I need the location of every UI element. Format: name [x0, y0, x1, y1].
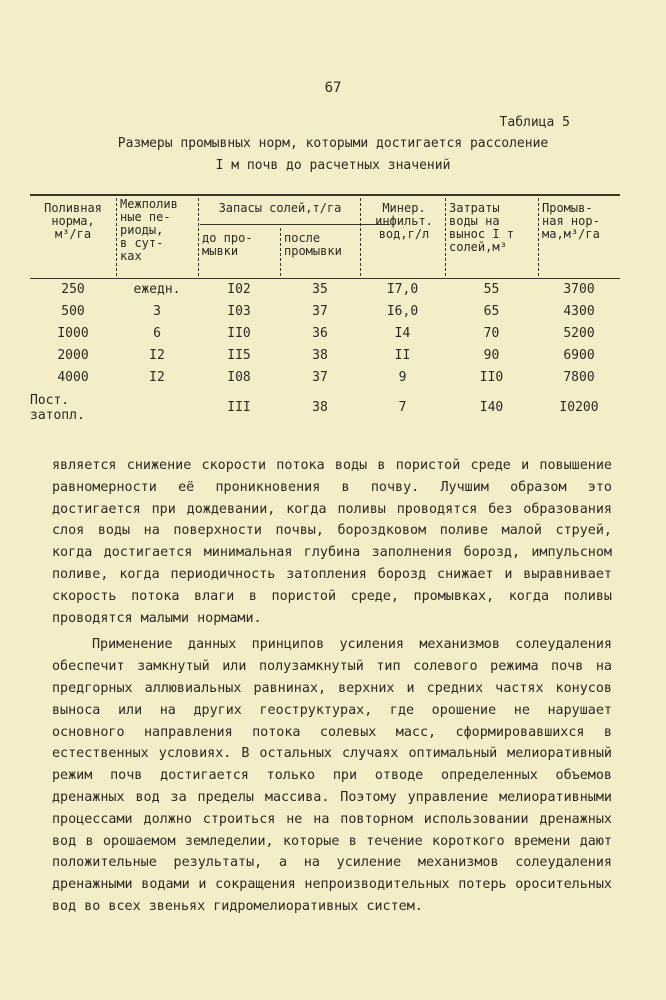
body-text	[52, 455, 612, 923]
table-caption-line2: I м почв до расчетных значений	[215, 158, 451, 173]
header-after-leaching: после промывки	[284, 231, 342, 258]
cell-leach: I0200	[559, 400, 599, 415]
cell-leach: 5200	[563, 326, 595, 341]
cell-before: III	[227, 400, 251, 415]
cell-norm: Пост. затопл.	[30, 393, 85, 423]
column-divider	[280, 228, 281, 276]
cell-costs: 55	[483, 282, 500, 297]
column-divider	[445, 198, 446, 276]
cell-mineral: 7	[398, 400, 407, 415]
column-divider	[116, 198, 117, 276]
header-leaching-norm: Промыв- ная нор- ма,м³/га	[542, 201, 600, 241]
table-top-rule	[30, 194, 620, 196]
paragraph-2: Применение данных принципов усиления механизмов солеудаления обеспечит замкнутый или полузамкнутый тип солевого режима почв на предгорных аллювиальных равнинах, верхних и средних частях конусов выноса или на других геоструктурах, где орошение не нарушает основного направления потока солевых масс, сформировавшихся в естественных условиях. В остальных случаях оптимальный мелиоративный режим почв достигается только при отводе определенных объемов дренажных вод за пределы массива. Поэтому управление мелиоративными процессами должно строиться не на повторном использовании дренажных вод в орошаемом земледелии, которые в течение короткого времени дают положительные результаты, а на усиление механизмов солеудаления дренажными водами и сокращения непроизводительных потерь оросительных вод во всех звеньях гидромелиоративных систем.	[52, 637, 612, 914]
header-salt-reserves: Запасы солей,т/га	[218, 201, 342, 215]
cell-interval: I2	[149, 370, 165, 385]
cell-costs: 70	[483, 326, 500, 341]
table-header-rule	[30, 278, 620, 279]
cell-mineral: II	[394, 348, 411, 363]
cell-norm: 500	[61, 304, 85, 319]
cell-costs: 65	[483, 304, 500, 319]
cell-after: 38	[312, 348, 328, 363]
header-before-leaching: до про- мывки	[202, 231, 253, 258]
cell-costs: 90	[483, 348, 500, 363]
cell-leach: 6900	[563, 348, 595, 363]
cell-interval: ежедн.	[133, 282, 181, 297]
cell-costs: I40	[479, 400, 504, 415]
cell-interval: 6	[153, 326, 161, 341]
cell-leach: 4300	[563, 304, 595, 319]
cell-before: II5	[227, 348, 251, 363]
column-divider	[198, 198, 199, 276]
cell-after: 35	[312, 282, 328, 297]
table-subheader-rule	[200, 224, 390, 225]
cell-mineral: 9	[398, 370, 407, 385]
cell-mineral: I4	[394, 326, 411, 341]
cell-after: 37	[312, 370, 328, 385]
column-divider	[360, 198, 361, 276]
cell-before: I03	[227, 304, 251, 319]
cell-after: 38	[312, 400, 328, 415]
header-norm: Поливная норма, м³/га	[44, 201, 102, 241]
cell-interval: 3	[153, 304, 161, 319]
column-divider	[538, 198, 539, 276]
cell-norm: I000	[57, 326, 89, 341]
cell-mineral: I7,0	[386, 282, 419, 297]
header-mineralization: Минер. инфильт. вод,г/л	[375, 201, 433, 241]
cell-leach: 7800	[563, 370, 595, 385]
table-caption-line1: Размеры промывных норм, которыми достигается рассоление	[117, 136, 549, 151]
header-water-costs: Затраты воды на вынос I т солей,м³	[449, 201, 515, 254]
paragraph-1: является снижение скорости потока воды в пористой среде и повышение равномерности её проникновения в почву. Лучшим образом это достигается при дождевании, когда поливы проводятся без образования слоя воды на поверхности почвы, бороздковом поливе малой струей, когда достигается минимальная глубина заполнения борозд, импульсном поливе, когда периодичность затопления борозд снижает и выравнивает скорость потока влаги в пористой среде, промывках, когда поливы проводятся малыми нормами.	[52, 458, 612, 626]
cell-norm: 250	[61, 282, 85, 297]
cell-after: 37	[312, 304, 328, 319]
cell-after: 36	[312, 326, 328, 341]
page-number: 67	[324, 80, 342, 96]
cell-before: I08	[227, 370, 251, 385]
header-interval: Межполив ные пе- риоды, в сут- ках	[120, 197, 178, 263]
cell-leach: 3700	[563, 282, 595, 297]
cell-before: II0	[227, 326, 251, 341]
cell-norm: 2000	[57, 348, 89, 363]
cell-costs: II0	[479, 370, 504, 385]
cell-norm: 4000	[57, 370, 89, 385]
cell-interval: I2	[149, 348, 165, 363]
cell-before: I02	[227, 282, 251, 297]
cell-mineral: I6,0	[386, 304, 419, 319]
table-label: Таблица 5	[499, 115, 570, 130]
